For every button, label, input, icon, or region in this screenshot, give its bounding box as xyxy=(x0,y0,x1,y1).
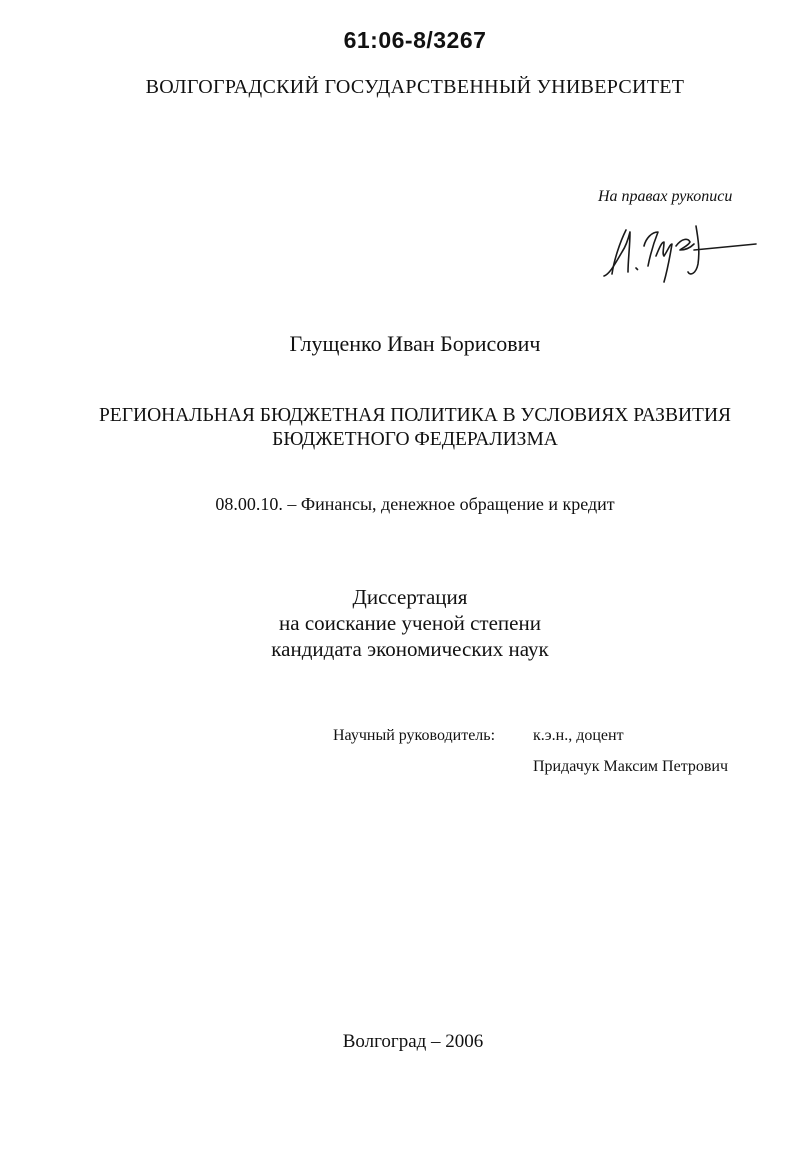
author-name: Глущенко Иван Борисович xyxy=(289,331,541,356)
dissertation-title xyxy=(60,404,770,452)
catalog-number: 61:06-8/3267 xyxy=(343,27,487,53)
title-line-2: БЮДЖЕТНОГО ФЕДЕРАЛИЗМА xyxy=(272,429,558,450)
degree-line-3: кандидата экономических наук xyxy=(271,637,549,661)
manuscript-rights-note: На правах рукописи xyxy=(598,188,733,205)
degree-line-1: Диссертация xyxy=(352,585,468,609)
university-name: ВОЛГОГРАДСКИЙ ГОСУДАРСТВЕННЫЙ УНИВЕРСИТЕТ xyxy=(145,76,685,98)
supervisor-name: Придачук Максим Петрович xyxy=(533,758,729,775)
title-line-1: РЕГИОНАЛЬНАЯ БЮДЖЕТНАЯ ПОЛИТИКА В УСЛОВИЯХ РАЗВИТИЯ xyxy=(98,405,732,426)
supervisor-degree: к.э.н., доцент xyxy=(533,727,624,744)
degree-line-2: на соискание ученой степени xyxy=(279,611,541,635)
city-year: Волгоград – 2006 xyxy=(342,1031,484,1052)
specialty-code: 08.00.10. – Финансы, денежное обращение и кредит xyxy=(215,494,615,514)
degree-statement xyxy=(0,584,797,662)
supervisor-label: Научный руководитель: xyxy=(333,727,496,744)
handwritten-signature xyxy=(598,216,758,286)
